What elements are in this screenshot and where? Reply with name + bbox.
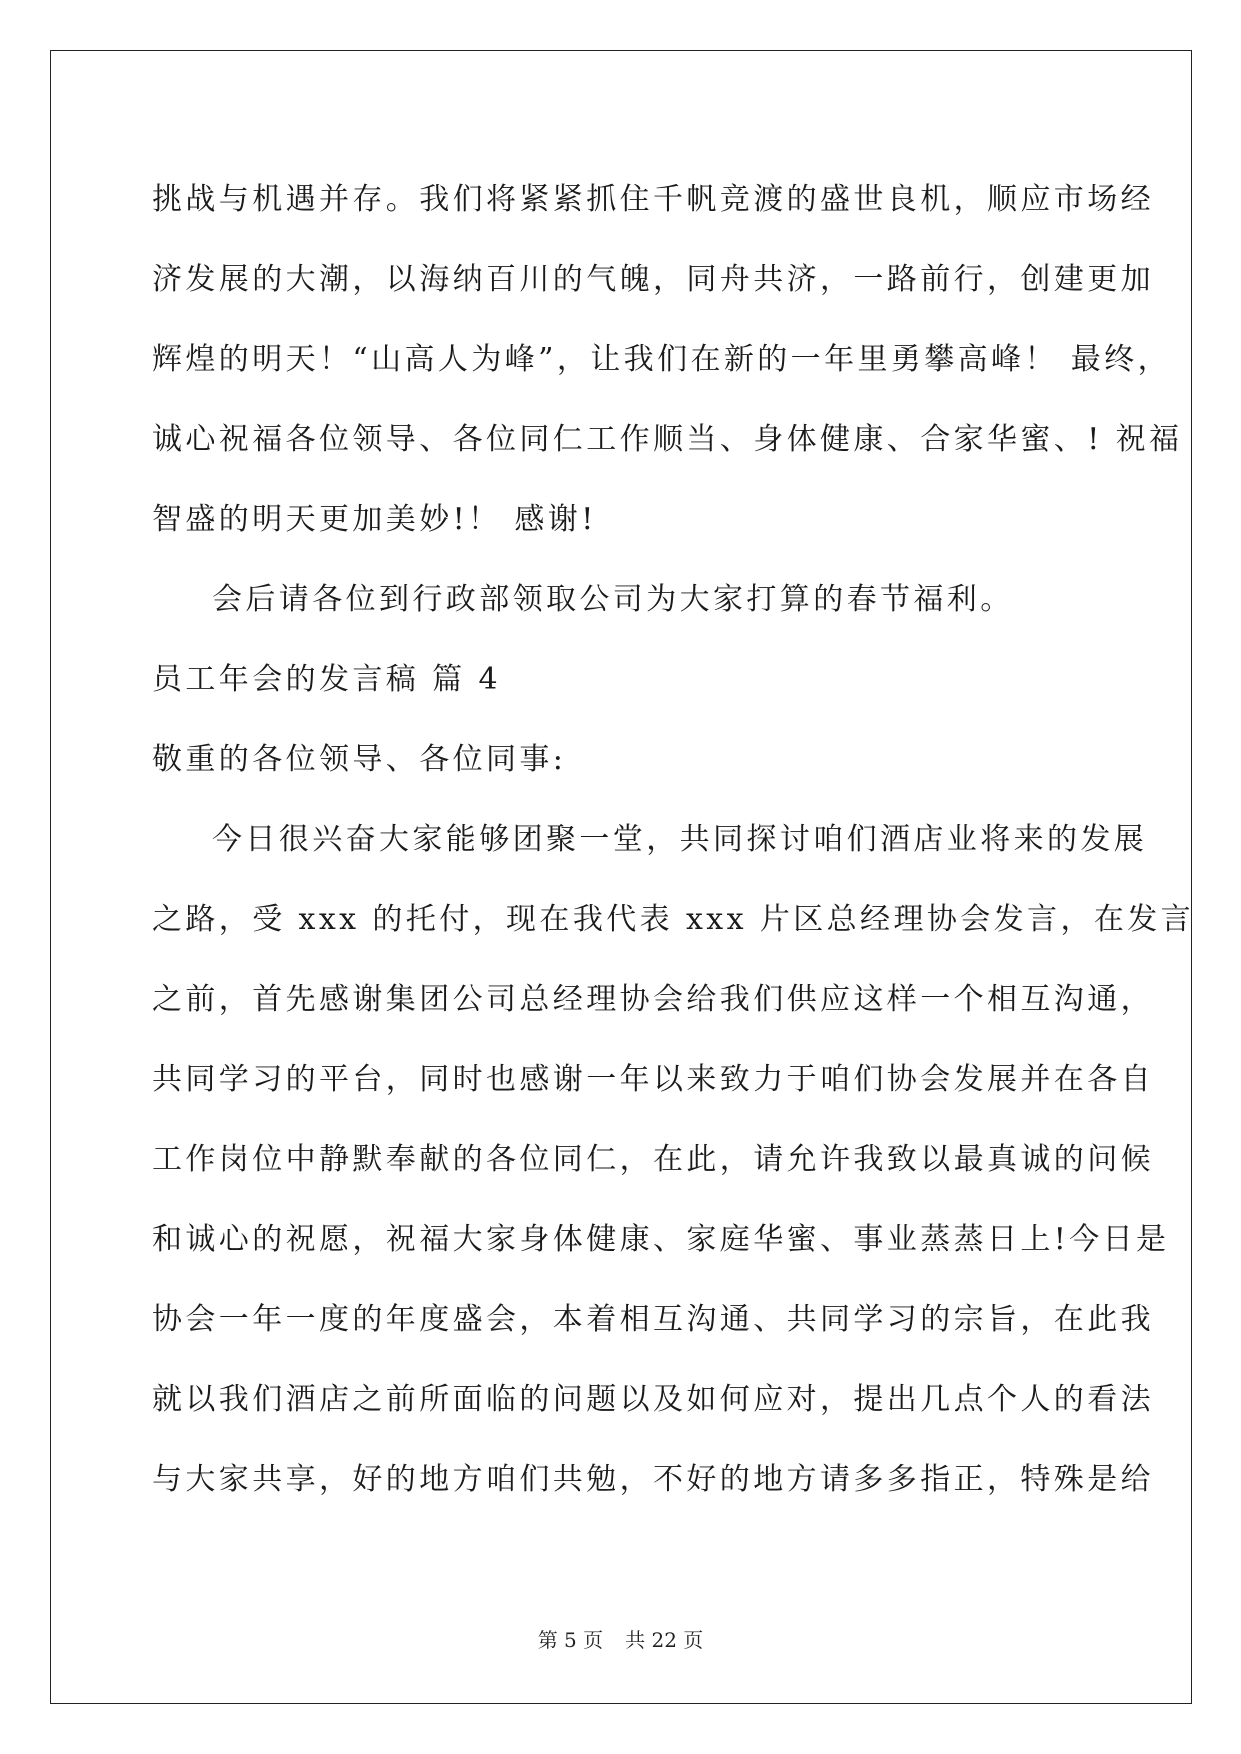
- paragraph-line: 今日很兴奋大家能够团聚一堂，共同探讨咱们酒店业将来的发展: [212, 822, 1148, 857]
- text-line: 济发展的大潮，以海纳百川的气魄，同舟共济，一路前行，创建更加: [152, 262, 1154, 297]
- document-body: [152, 160, 1195, 1520]
- page-number: 第 5 页: [537, 1628, 604, 1652]
- text-line: 辉煌的明天！“山高人为峰”，让我们在新的一年里勇攀高峰！ 最终，: [152, 342, 1172, 377]
- text-line: 与大家共享，好的地方咱们共勉，不好的地方请多多指正，特殊是给: [152, 1462, 1154, 1497]
- text-line: 和诚心的祝愿，祝福大家身体健康、家庭华蜜、事业蒸蒸日上!今日是: [152, 1222, 1170, 1257]
- paragraph-line: 会后请各位到行政部领取公司为大家打算的春节福利。: [212, 582, 1014, 617]
- text-line: 工作岗位中静默奉献的各位同仁，在此，请允许我致以最真诚的问候: [152, 1142, 1154, 1177]
- text-line: 挑战与机遇并存。我们将紧紧抓住千帆竞渡的盛世良机，顺应市场经: [152, 182, 1154, 217]
- page-footer: [0, 1624, 1241, 1653]
- text-line: 之前，首先感谢集团公司总经理协会给我们供应这样一个相互沟通，: [152, 982, 1154, 1017]
- salutation: 敬重的各位领导、各位同事:: [152, 742, 567, 777]
- page-total: 共 22 页: [625, 1628, 704, 1652]
- text-line: 共同学习的平台，同时也感谢一年以来致力于咱们协会发展并在各自: [152, 1062, 1154, 1097]
- text-line: 智盛的明天更加美妙!！ 感谢!: [152, 502, 597, 537]
- text-line: 诚心祝福各位领导、各位同仁工作顺当、身体健康、合家华蜜、! 祝福: [152, 422, 1183, 457]
- text-line: 协会一年一度的年度盛会，本着相互沟通、共同学习的宗旨，在此我: [152, 1302, 1154, 1337]
- text-line: 就以我们酒店之前所面临的问题以及如何应对，提出几点个人的看法: [152, 1382, 1154, 1417]
- text-line: 之路，受 xxx 的托付，现在我代表 xxx 片区总经理协会发言，在发言: [152, 902, 1195, 937]
- section-heading: 员工年会的发言稿 篇 4: [152, 662, 501, 697]
